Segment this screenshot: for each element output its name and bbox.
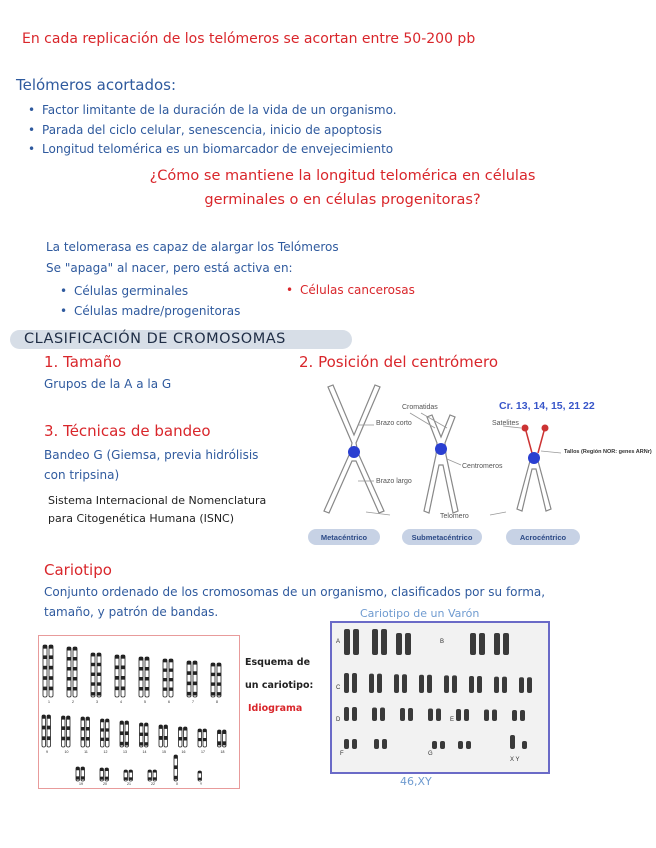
ideogram-chromosome — [159, 725, 163, 747]
section-title: CLASIFICACIÓN DE CROMOSOMAS — [24, 331, 286, 347]
ideogram-chromosome — [91, 653, 95, 697]
brazo-corto-label: Brazo corto — [376, 420, 412, 427]
photo-chromosome — [466, 741, 471, 749]
telomerase-line2: Se "apaga" al nacer, pero está activa en: — [46, 261, 293, 275]
ideogram-number: 19 — [79, 782, 83, 786]
photo-chromosome — [344, 629, 350, 655]
ideogram-chromosome — [198, 729, 202, 747]
photo-chromosome — [522, 741, 527, 749]
centromere-heading: 2. Posición del centrómero — [299, 353, 499, 371]
ideogram-number: 22 — [151, 782, 155, 786]
ideogram-number: 17 — [201, 750, 205, 754]
ideogram-chromosome — [211, 663, 215, 697]
ideogram-chromosome — [86, 717, 90, 747]
ideogram-chromosome — [81, 717, 85, 747]
photo-chromosome — [344, 673, 349, 693]
centromere-diagram — [306, 373, 652, 549]
telomero-label: Telomero — [440, 513, 469, 520]
photo-chromosome — [440, 741, 445, 749]
type-metacentric: Metacéntrico — [320, 533, 368, 542]
centromeros-label: Centromeros — [462, 463, 503, 470]
list-item: • Células madre/progenitoras — [50, 302, 240, 322]
ideogram-chromosome — [145, 723, 149, 747]
ideogram-chromosome — [169, 659, 173, 697]
ideogram-chromosome — [164, 725, 168, 747]
photo-chromosome — [427, 675, 432, 693]
photo-chromosome — [484, 710, 489, 722]
photo-chromosome — [436, 709, 441, 722]
photo-chromosome — [402, 674, 407, 693]
telomerase-line1: La telomerasa es capaz de alargar los Telómeros — [46, 240, 339, 254]
centromere-dot — [348, 446, 360, 458]
ideogram-number: 8 — [216, 700, 218, 704]
banding-text-1: Bandeo G (Giemsa, previa hidrólisis — [44, 448, 259, 462]
brazo-largo-label: Brazo largo — [376, 478, 412, 485]
size-heading: 1. Tamaño — [44, 353, 122, 371]
photo-chromosome — [510, 735, 515, 749]
satelites-label: Satelites — [492, 420, 519, 427]
photo-chromosome — [344, 707, 349, 721]
photo-chromosome — [394, 674, 399, 693]
photo-chromosome — [477, 676, 482, 693]
ideogram-number: 12 — [103, 750, 108, 754]
photo-chromosome — [405, 633, 411, 655]
photo-chromosome — [520, 710, 525, 721]
ideogram-number: 2 — [72, 700, 74, 704]
ideogram-number: 20 — [103, 782, 107, 786]
ideogram-number: 16 — [181, 750, 186, 754]
list-item: • Longitud telomérica es un biomarcador de envejecimiento — [18, 140, 397, 160]
ideogram-number: 13 — [123, 750, 127, 754]
photo-chromosome — [380, 708, 385, 722]
karyotype-heading: Cariotipo — [44, 561, 112, 579]
photo-chromosome — [353, 629, 359, 655]
photo-chromosome — [369, 674, 374, 693]
ideogram-chromosome — [105, 768, 109, 781]
photo-group-label: F — [340, 751, 344, 757]
photo-chromosome — [458, 741, 463, 749]
ideogram-number: 4 — [120, 700, 122, 704]
karyotype-formula: 46,XY — [400, 775, 432, 788]
photo-chromosome — [428, 709, 433, 722]
telomerase-bullets — [50, 282, 240, 321]
photo-chromosome — [494, 633, 500, 655]
photo-chromosome — [492, 710, 497, 722]
ideogram-chromosome — [106, 719, 110, 747]
ideogram-chromosome — [217, 663, 221, 697]
photo-chromosome — [352, 673, 357, 693]
list-item: • Células germinales — [50, 282, 240, 302]
photo-group-label: A — [336, 639, 341, 645]
karyotype-photo — [332, 623, 548, 772]
tallos-label: Tallos (Región NOR: genes ARNr) — [564, 449, 652, 455]
photo-group-label: D — [336, 717, 341, 723]
ideogram-chromosome — [148, 770, 152, 781]
satellite-dot — [542, 425, 549, 432]
cromatidas-label: Cromatidas — [402, 404, 438, 411]
ideogram-chromosome — [198, 771, 202, 781]
photo-chromosome — [503, 633, 509, 655]
ideogram-chromosome — [139, 657, 143, 697]
photo-chromosome — [470, 633, 476, 655]
ideogram-chromosome — [101, 719, 105, 747]
ideogram-chromosome — [120, 721, 124, 747]
ideogram-chromosome — [121, 655, 125, 697]
ideogram-chromosome — [43, 645, 47, 697]
ideogram-chromosome — [184, 727, 188, 747]
photo-chromosome — [396, 633, 402, 655]
ideogram-chromosome — [140, 723, 144, 747]
photo-chromosome — [352, 739, 357, 749]
scheme-text-3: Idiograma — [248, 703, 303, 714]
ideogram-chromosome — [145, 657, 149, 697]
ideogram-chromosome — [153, 770, 157, 781]
list-item: • Factor limitante de la duración de la vida de un organismo. — [18, 101, 397, 121]
iscn-text-1: Sistema Internacional de Nomenclatura — [48, 494, 267, 507]
photo-chromosome — [452, 675, 457, 693]
telomeres-heading: Telómeros acortados: — [16, 76, 177, 94]
type-submetacentric: Submetacéntrico — [411, 533, 473, 542]
ideogram-chromosome — [125, 721, 129, 747]
ideogram-chromosome — [129, 770, 133, 781]
ideogram-chromosome — [73, 647, 77, 697]
photo-chromosome — [382, 739, 387, 749]
karyotype-text-1: Conjunto ordenado de los cromosomas de un organismo, clasificados por su forma, — [44, 585, 546, 599]
photo-chromosome — [400, 708, 405, 721]
ideogram-chromosome — [97, 653, 101, 697]
photo-caption: Cariotipo de un Varón — [360, 607, 480, 620]
ideogram-number: 21 — [127, 782, 131, 786]
ideogram-chromosome — [203, 729, 207, 747]
photo-chromosome — [419, 675, 424, 693]
iscn-text-2: para Citogenética Humana (ISNC) — [48, 512, 235, 525]
ideogram-chromosome — [67, 716, 71, 747]
photo-chromosome — [432, 741, 437, 749]
telomeres-bullets — [18, 101, 397, 160]
photo-chromosome — [344, 739, 349, 749]
photo-chromosome — [352, 707, 357, 721]
photo-chromosome — [377, 674, 382, 693]
ideogram-number: 10 — [64, 750, 69, 754]
size-text: Grupos de la A a la G — [44, 377, 172, 391]
question: ¿Cómo se mantiene la longitud telomérica en células germinales o en células progenitoras? — [149, 168, 536, 208]
photo-group-label: G — [428, 751, 433, 757]
list-item: • Células cancerosas — [276, 283, 415, 297]
photo-chromosome — [479, 633, 485, 655]
list-item: • Parada del ciclo celular, senescencia, inicio de apoptosis — [18, 121, 397, 141]
banding-text-2: con tripsina) — [44, 468, 120, 482]
photo-chromosome — [519, 677, 524, 693]
ideogram-number: 1 — [48, 700, 50, 704]
satellite-dot — [522, 425, 529, 432]
photo-chromosome — [512, 710, 517, 721]
ideogram-number: 11 — [84, 750, 88, 754]
photo-chromosome — [464, 709, 469, 721]
ideogram-number: 3 — [96, 700, 98, 704]
photo-chromosome — [381, 629, 387, 655]
ideogram-chromosome — [179, 727, 183, 747]
ideogram-chromosome — [174, 755, 178, 781]
ideogram-number: 7 — [192, 700, 194, 704]
ideogram-number: 18 — [220, 750, 225, 754]
photo-chromosome — [374, 739, 379, 749]
ideogram-number: X — [175, 782, 179, 786]
photo-chromosome — [456, 709, 461, 721]
ideogram-chromosome — [47, 715, 51, 747]
photo-chromosome — [527, 677, 532, 693]
ideogram-number: 15 — [162, 750, 166, 754]
ideogram-chromosome — [124, 770, 128, 781]
ideogram-chromosome — [163, 659, 167, 697]
photo-group-label: B — [440, 639, 445, 645]
ideogram-chromosome — [100, 768, 104, 781]
centromere-dot — [435, 443, 447, 455]
photo-chromosome — [494, 677, 499, 693]
telomerase-bullet-red — [276, 283, 415, 297]
photo-chromosome — [408, 708, 413, 721]
photo-chromosome — [469, 676, 474, 693]
ideogram-chromosome — [115, 655, 119, 697]
ideogram-chromosome — [81, 767, 85, 781]
scheme-text-1: Esquema de — [245, 657, 311, 668]
type-acrocentric: Acrocéntrico — [519, 533, 567, 542]
photo-chromosome — [444, 675, 449, 693]
section-banner — [10, 330, 352, 349]
ideogram-number: 6 — [168, 700, 170, 704]
ideogram-chromosome — [49, 645, 53, 697]
ideogram-number: Y — [199, 782, 203, 786]
banding-heading: 3. Técnicas de bandeo — [44, 422, 211, 440]
ideogram-number: 9 — [46, 750, 48, 754]
ideogram-chromosome — [76, 767, 80, 781]
cr-label: Cr. 13, 14, 15, 21 22 — [499, 400, 595, 412]
ideogram-chromosome — [62, 716, 66, 747]
ideogram-number: 14 — [142, 750, 147, 754]
ideogram-chromosome — [193, 661, 197, 697]
top-note: En cada replicación de los telómeros se acortan entre 50-200 pb — [22, 31, 476, 47]
photo-group-label: C — [336, 685, 341, 691]
photo-chromosome — [502, 677, 507, 693]
ideogram-chromosome — [223, 730, 227, 747]
photo-sex-label: X Y — [510, 757, 520, 763]
ideogram-chromosome — [187, 661, 191, 697]
photo-chromosome — [372, 629, 378, 655]
ideogram-number: 5 — [144, 700, 146, 704]
karyotype-text-2: tamaño, y patrón de bandas. — [44, 605, 219, 619]
scheme-text-2: un cariotipo: — [245, 680, 314, 691]
ideogram — [40, 637, 238, 787]
photo-chromosome — [372, 708, 377, 722]
ideogram-chromosome — [42, 715, 46, 747]
ideogram-chromosome — [67, 647, 71, 697]
photo-group-label: E — [450, 717, 455, 723]
centromere-dot — [528, 452, 540, 464]
ideogram-chromosome — [218, 730, 222, 747]
